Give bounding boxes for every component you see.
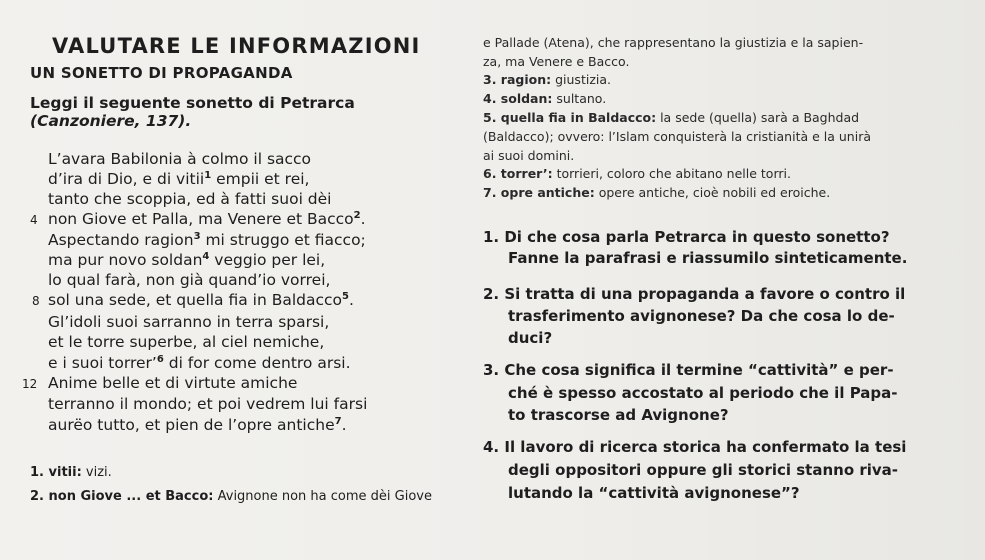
sonnet-line: sol una sede, et quella fia in Baldacco$^5$. <box>48 291 354 309</box>
line-number: 4 <box>30 213 38 227</box>
sonnet-line: et le torre superbe, al ciel nemiche, <box>48 333 325 351</box>
sonnet-line: e i suoi torrer’$^6$ di for come dentro arsi. <box>48 354 351 372</box>
note-5: 5. quella fia in Baldacco: la sede (quella) sarà a Baghdad <box>483 110 860 125</box>
sonnet-line: L’avara Babilonia à colmo il sacco <box>48 150 312 168</box>
instruction-line-1: Leggi il seguente sonetto di Petrarca <box>30 94 355 112</box>
section-title: VALUTARE LE INFORMAZIONI <box>52 34 421 58</box>
section-subtitle: UN SONETTO DI PROPAGANDA <box>30 64 293 82</box>
line-number: 8 <box>32 294 40 308</box>
question-3-line-3: to trascorse ad Avignone? <box>508 406 729 424</box>
sonnet-line: non Giove et Palla, ma Venere et Bacco$^2$. <box>48 210 366 228</box>
footnote-2: 2. non Giove ... et Bacco: Avignone non ha come dèi Giove <box>30 489 432 504</box>
footnote-1: 1. vitii: vizi. <box>30 465 112 480</box>
footnote-ref: 2 <box>353 210 361 221</box>
question-4-line-2: degli oppositori oppure gli storici stanno riva- <box>508 461 899 479</box>
question-2-line-3: duci? <box>508 329 553 347</box>
footnote-ref: 3 <box>193 231 201 242</box>
note-2-continued: za, ma Venere e Bacco. <box>483 54 630 69</box>
question-2-line-2: trasferimento avignonese? Da che cosa lo de- <box>508 307 895 325</box>
sonnet-line: tanto che scoppia, ed à fatti suoi dèi <box>48 190 332 208</box>
footnote-ref: 6 <box>156 354 164 365</box>
note-4: 4. soldan: sultano. <box>483 91 607 106</box>
footnote-ref: 4 <box>202 251 210 262</box>
note-5-continued: ai suoi domini. <box>483 148 575 163</box>
sonnet-line: aurëo tutto, et pien de l’opre antiche$^7$. <box>48 416 347 434</box>
note-6: 6. torrer’: torrieri, coloro che abitano nelle torri. <box>483 166 791 181</box>
sonnet-line: lo qual farà, non già quand’io vorrei, <box>48 271 331 289</box>
sonnet-line: Anime belle et di virtute amiche <box>48 374 298 392</box>
question-1-line-2: Fanne la parafrasi e riassumilo sinteticamente. <box>508 249 908 267</box>
question-2-line-1: 2. Si tratta di una propaganda a favore o contro il <box>483 285 906 303</box>
sonnet-line: d’ira di Dio, e di vitii$^1$ empii et rei, <box>48 170 310 188</box>
sonnet-line: terranno il mondo; et poi vedrem lui farsi <box>48 395 368 413</box>
sonnet-line: Gl’idoli suoi sarranno in terra sparsi, <box>48 313 330 331</box>
note-7: 7. opre antiche: opere antiche, cioè nobili ed eroiche. <box>483 185 831 200</box>
footnote-ref: 5 <box>342 291 349 302</box>
note-5-continued: (Baldacco); ovvero: l’Islam conquisterà la cristianità e la unirà <box>483 129 871 144</box>
question-1-line-1: 1. Di che cosa parla Petrarca in questo sonetto? <box>483 228 890 246</box>
question-4-line-1: 4. Il lavoro di ricerca storica ha confermato la tesi <box>483 438 907 456</box>
footnote-ref: 7 <box>334 416 342 427</box>
note-2-continued: e Pallade (Atena), che rappresentano la giustizia e la sapien- <box>483 35 864 50</box>
footnote-ref: 1 <box>204 170 212 181</box>
question-3-line-1: 3. Che cosa significa il termine “cattività” e per- <box>483 361 894 379</box>
question-4-line-3: lutando la “cattività avignonese”? <box>508 484 800 502</box>
question-3-line-2: ché è spesso accostato al periodo che il Papa- <box>508 384 898 402</box>
note-3: 3. ragion: giustizia. <box>483 72 611 87</box>
sonnet-line: ma pur novo soldan$^4$ veggio per lei, <box>48 251 326 269</box>
line-number: 12 <box>22 377 38 391</box>
instruction-line-2: (Canzoniere, 137). <box>30 112 192 130</box>
sonnet-line: Aspectando ragion$^3$ mi struggo et fiacco; <box>48 231 366 249</box>
